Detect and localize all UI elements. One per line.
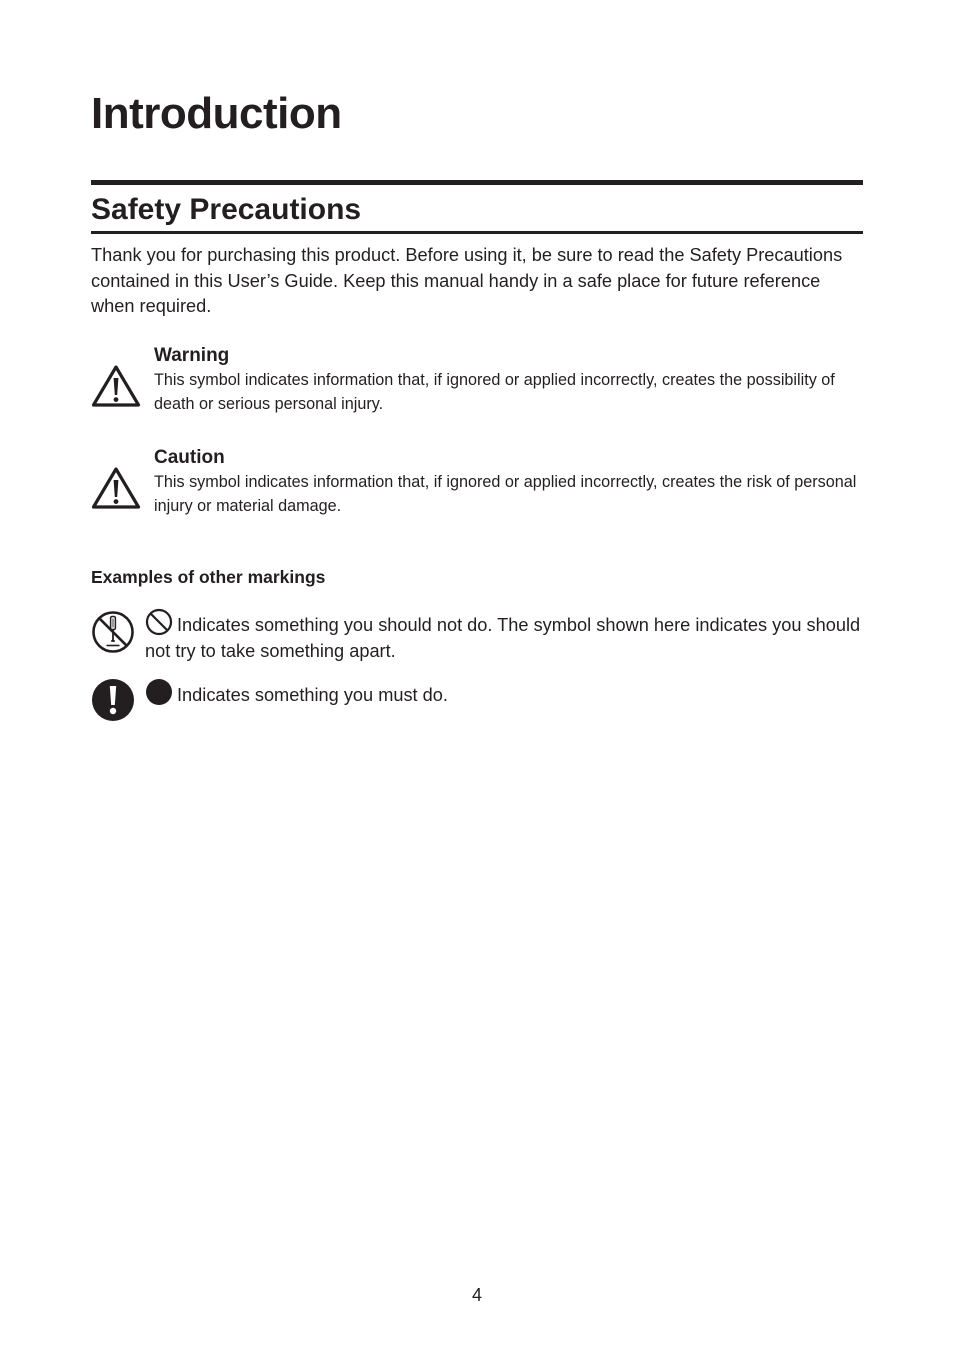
no-disassembly-icon [91, 610, 135, 654]
prohibition-description: Indicates something you should not do. The symbol shown here indicates you should not try to take something apart. [145, 615, 861, 661]
section-header [91, 180, 863, 234]
caution-triangle-icon [91, 466, 141, 510]
section-title: Safety Precautions [91, 193, 362, 226]
mandatory-description: Indicates something you must do. [177, 685, 448, 705]
warning-description: This symbol indicates information that, if ignored or applied incorrectly, creates the possibility of death or serious personal injury. [154, 371, 835, 413]
warning-triangle-icon [91, 364, 141, 408]
mandatory-marking [91, 678, 863, 726]
page-number: 4 [471, 1285, 482, 1305]
caution-label: Caution [154, 447, 225, 468]
prohibition-text-line [145, 608, 863, 664]
warning-notice [91, 344, 863, 416]
caution-description: This symbol indicates information that, if ignored or applied incorrectly, creates the risk of personal injury or material damage. [154, 473, 857, 515]
filled-circle-icon [145, 678, 173, 706]
warning-label: Warning [154, 345, 230, 366]
intro-paragraph: Thank you for purchasing this product. Before using it, be sure to read the Safety Precautions contained in this User’s Guide. Keep this manual handy in a safe place for future reference when required. [91, 245, 843, 316]
examples-heading: Examples of other markings [91, 567, 326, 587]
caution-notice [91, 446, 863, 518]
mandatory-text-line [145, 678, 863, 708]
prohibition-marking [91, 608, 863, 664]
prohibition-icon [145, 608, 173, 636]
page-title: Introduction [91, 89, 342, 138]
mandatory-action-icon [91, 678, 135, 722]
